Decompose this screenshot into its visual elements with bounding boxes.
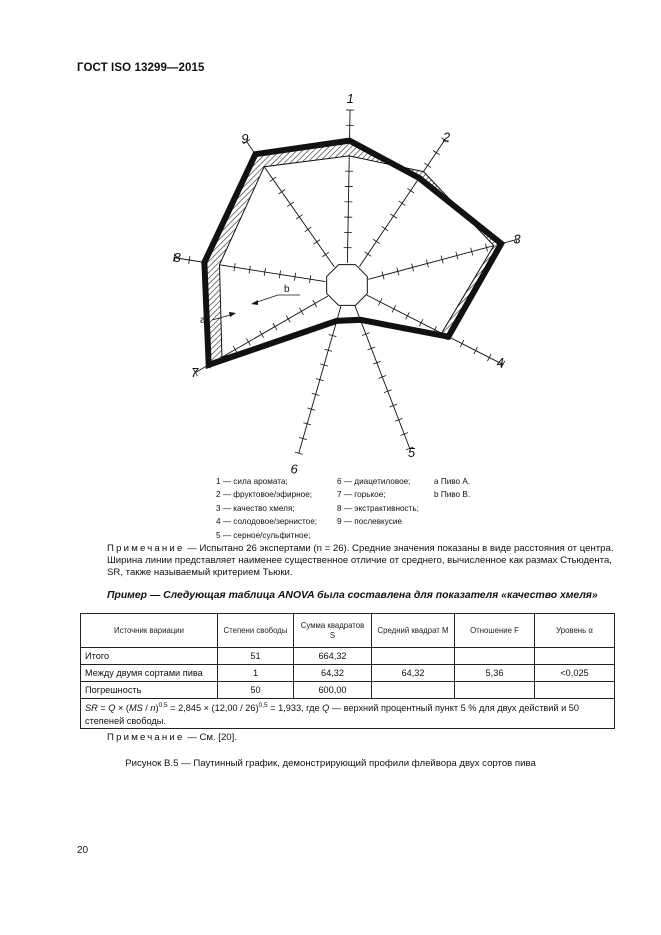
axis-number-1: 1 [346,91,354,107]
axis-tick [270,177,277,182]
legend-column-3 [434,475,470,502]
axis-tick [233,346,237,353]
table-cell: 600,00 [294,682,372,699]
axis-tick [460,340,464,347]
axis-number-3: 3 [513,231,521,247]
table-header-cell: Отношение F [455,614,535,648]
axis-tick [373,239,380,243]
axis-number-8: 8 [173,250,181,266]
axis-tick [392,305,396,312]
axis-number-9: 9 [241,131,249,147]
axis-tick [296,215,303,220]
table-row [81,682,615,699]
axis-tick [378,298,382,305]
anova-table [80,613,615,729]
legend-column-2 [337,475,419,529]
table-cell [455,682,535,699]
legend-item: 7 — горькое; [337,490,386,500]
table-header-cell: Средний квадрат M [372,614,455,648]
note-label: Примечание [107,732,185,743]
axis-tick [487,354,491,361]
legend-item: 5 — серное/сульфитное; [216,530,311,540]
axis-number-2: 2 [442,129,451,145]
axis-number-5: 5 [407,445,416,461]
page-number: 20 [77,845,89,856]
marker-a-label: a [200,315,206,326]
axis-tick [305,227,312,232]
table-cell [372,682,455,699]
table-cell: 51 [218,648,294,665]
legend-item: 6 — диацетиловое; [337,477,411,486]
table-header-cell: Степени свободы [218,614,294,648]
axis-tick [382,226,389,230]
legend-item: 3 — качество хмеля; [216,503,295,513]
table-cell: 64,32 [294,665,372,682]
legend-item: 2 — фруктовое/эфирное; [216,490,313,500]
legend-item: 1 — сила аромата; [216,477,288,486]
axis-number-6: 6 [290,461,298,477]
table-note [107,732,237,743]
table-cell: 5,36 [455,665,535,682]
axis-tick [313,300,317,307]
table-row [81,648,615,665]
legend-item: 8 — экстрактивность; [337,503,419,513]
table-cell: 1 [218,665,294,682]
table-cell: Между двумя сортами пива [81,665,218,682]
axis-tick [419,319,423,326]
legend-item: 4 — солодовое/зернистое; [216,517,318,527]
axis-tick [390,214,397,218]
axis-tick [399,201,406,205]
radar-series [204,141,501,365]
legend-item: 9 — послевкусие [337,517,402,527]
marker-a-arrowhead [229,312,236,317]
axis-tick [286,315,290,322]
table-cell: 50 [218,682,294,699]
axis-tick [424,163,431,167]
table-header-cell: Уровень α [535,614,615,648]
table-row [81,665,615,682]
table-cell [535,682,615,699]
table-cell: 664,32 [294,648,372,665]
marker-b-label: b [284,284,290,295]
figure-caption: Рисунок В.5 — Паутинный график, демонстрирующий профили флейвора двух сортов пива [125,758,536,769]
axis-number-4: 4 [496,355,504,371]
table-cell: 64,32 [372,665,455,682]
axis-tick [273,323,277,330]
table-header-row [81,614,615,648]
note-text: — Испытано 26 экспертами (n = 26). Средние значения показаны в виде расстояния от центра. Ширина линии представляет наименее существенное отличие от среднего, вычисленное как размах Стьюдента, SR, также называемый критерием Тьюки. [107,543,614,579]
legend-column-1 [216,475,317,542]
axis-tick [407,188,414,192]
axis-tick [322,252,329,257]
axis-tick [299,308,303,315]
axis-tick [260,331,264,338]
table-cell [455,648,535,665]
table-footer-formula: SR = Q × (MS / n)$^{0,5}$ = 2,845 × (12,00 / 26)$^{0,5}$ = 1,933, где Q — верхний процентный пункт 5 % для двух действий и 50 степеней свободы. [81,699,615,729]
axis-tick [246,338,250,345]
table-header-cell: Источник вариации [81,614,218,648]
note-label: Примечание [107,543,185,554]
marker-b-arrowhead [251,300,258,305]
document-header: ГОСТ ISO 13299—2015 [77,62,205,74]
table-cell: <0,025 [535,665,615,682]
axis-number-7: 7 [190,365,199,380]
table-cell: Итого [81,648,218,665]
axis-tick [314,240,321,245]
figure-note [107,543,615,580]
axis-tick [287,202,294,207]
axis-tick [406,312,410,319]
beer-a-line [204,141,501,365]
table-cell [535,648,615,665]
table-footer-row [81,699,615,729]
axis-tick [365,252,372,256]
note-text: — См. [20]. [184,732,237,743]
legend-item-beer-b: b Пиво В. [434,490,471,500]
legend-item-beer-a: a Пиво А. [434,477,471,486]
center-octagon [327,265,368,306]
axis-tick [278,189,285,194]
axis-tick [433,150,440,154]
example-heading: Пример — Следующая таблица ANOVA была составлена для показателя «качество хмеля» [107,590,598,601]
table-cell: Погрешность [81,682,218,699]
table-header-cell: Сумма квадратов S [294,614,372,648]
axis-tick [474,347,478,354]
table-cell [372,648,455,665]
